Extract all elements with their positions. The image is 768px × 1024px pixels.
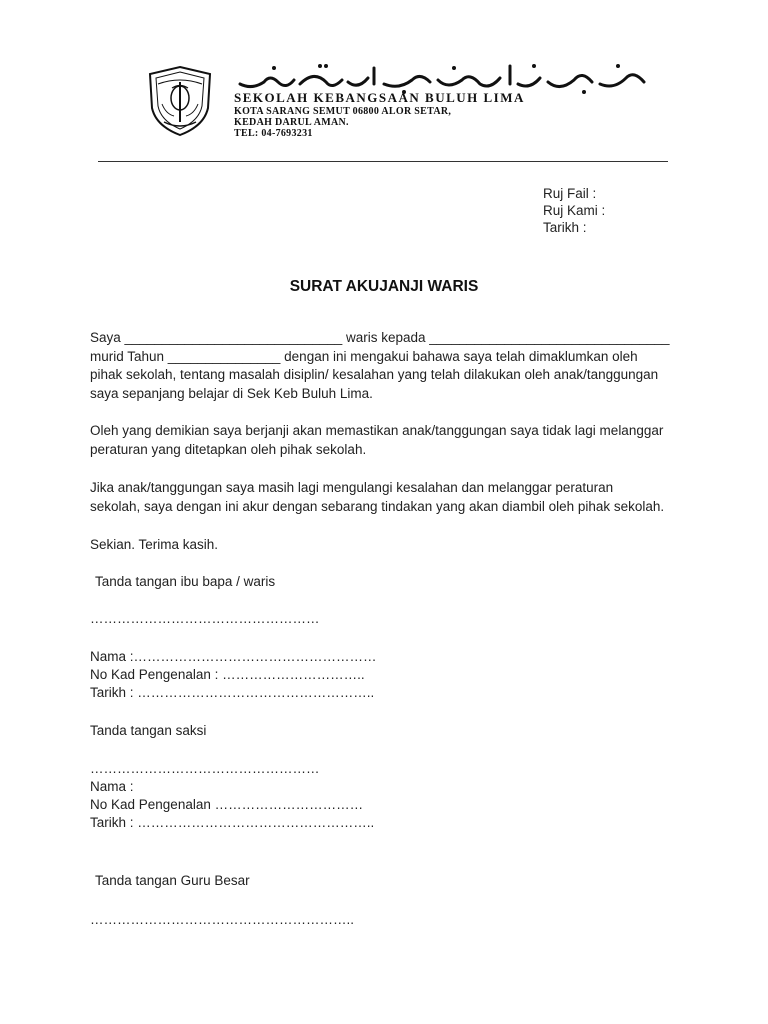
paragraph-line: murid Tahun _______________ dengan ini mengakui bahawa saya telah dimaklumkan oleh xyxy=(90,348,638,364)
headmaster-signature-label: Tanda tangan Guru Besar xyxy=(95,873,250,888)
paragraph-3 xyxy=(90,479,664,516)
paragraph-line: Oleh yang demikian saya berjanji akan memastikan anak/tanggungan saya tidak lagi melanggar xyxy=(90,423,664,438)
ref-tarikh: Tarikh : xyxy=(543,220,587,235)
paragraph-line: pihak sekolah, tentang masalah disiplin/ kesalahan yang telah dilakukan oleh anak/tanggungan xyxy=(90,367,659,382)
paragraph-line: Jika anak/tanggungan saya masih lagi mengulangi kesalahan dan melanggar peraturan xyxy=(90,480,614,495)
letterhead xyxy=(134,60,674,138)
school-address-line2: KEDAH DARUL AMAN. xyxy=(234,117,349,128)
paragraph-2 xyxy=(90,422,663,459)
school-address-line1: KOTA SARANG SEMUT 06800 ALOR SETAR, xyxy=(234,106,452,117)
school-phone: TEL: 04-7693231 xyxy=(234,128,313,139)
school-crest-icon xyxy=(144,64,216,138)
parent-date-field: Tarikh : …………………………………………….. xyxy=(90,685,375,700)
parent-ic-field: No Kad Pengenalan : ………………………….. xyxy=(90,667,365,682)
paragraph-line: peraturan yang ditetapkan oleh pihak sekolah. xyxy=(90,441,367,457)
witness-ic-field: No Kad Pengenalan …………………………… xyxy=(90,797,364,812)
witness-signature-label: Tanda tangan saksi xyxy=(90,723,207,738)
parent-signature-label: Tanda tangan ibu bapa / waris xyxy=(95,574,276,589)
paragraph-line: Saya _____________________________ waris kepada ________________________________ xyxy=(90,330,670,345)
headmaster-signature-line: ………………………………………………….. xyxy=(90,912,355,927)
reference-block xyxy=(543,185,605,236)
closing-line: Sekian. Terima kasih. xyxy=(90,537,219,552)
ref-ruj-kami: Ruj Kami : xyxy=(543,203,606,218)
paragraph-line: saya sepanjang belajar di Sek Keb Buluh Lima. xyxy=(90,385,373,401)
witness-name-field: Nama : xyxy=(90,779,134,794)
ref-ruj-fail: Ruj Fail : xyxy=(543,186,597,201)
witness-signature-line: …………………………………………… xyxy=(90,761,320,776)
paragraph-line: sekolah, saya dengan ini akur dengan sebarang tindakan yang akan diambil oleh pihak sekolah. xyxy=(90,498,665,514)
witness-date-field: Tarikh : …………………………………………….. xyxy=(90,815,375,830)
document-title: SURAT AKUJANJI WARIS xyxy=(289,278,479,295)
parent-name-field: Nama :……………………………………………… xyxy=(90,649,377,664)
paragraph-1 xyxy=(90,329,670,403)
school-name: SEKOLAH KEBANGSAAN BULUH LIMA xyxy=(234,90,525,105)
header-divider xyxy=(98,161,668,162)
parent-signature-line: …………………………………………… xyxy=(90,611,320,626)
